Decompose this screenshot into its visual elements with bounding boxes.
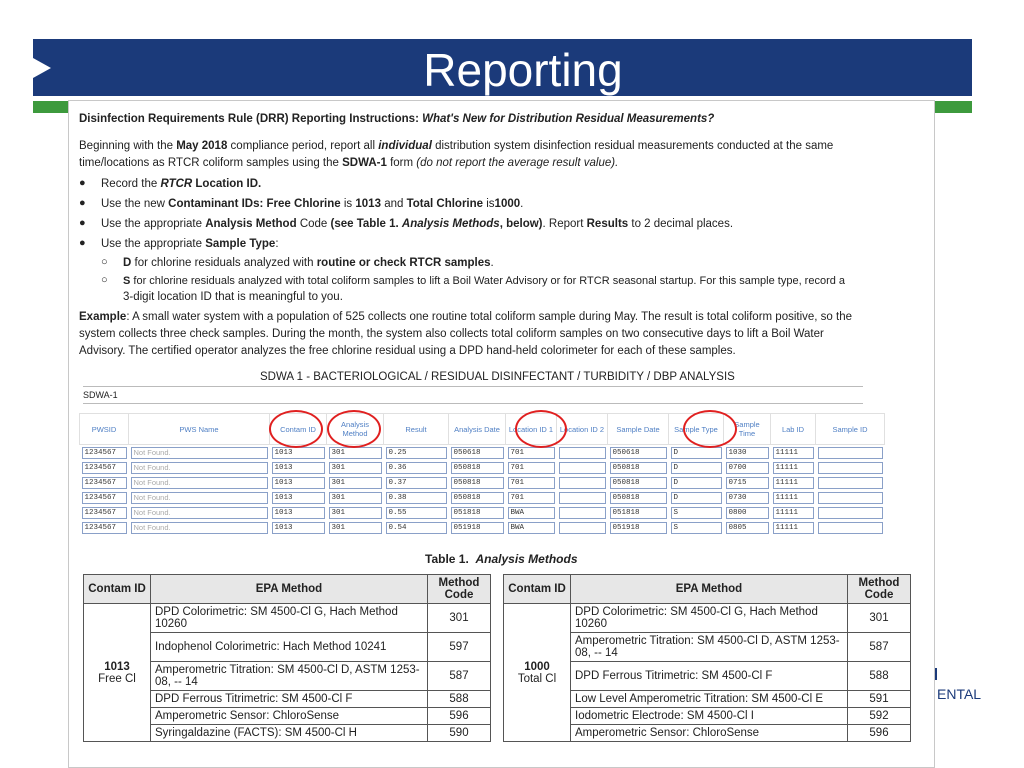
form-cell: [129, 445, 270, 461]
col-header: Location ID 1: [506, 414, 557, 445]
form-cell: [506, 460, 557, 475]
agency-name-fragment: ENTAL: [937, 686, 982, 702]
method-name: DPD Colorimetric: SM 4500-Cl G, Hach Method 10260: [151, 604, 428, 633]
form-field[interactable]: 1234567: [82, 522, 127, 534]
form-cell: [771, 460, 816, 475]
col-header: Sample Date: [608, 414, 669, 445]
sdwa-form-grid: [79, 413, 885, 535]
form-cell: [327, 520, 384, 535]
table-caption: Table 1. Analysis Methods: [425, 552, 578, 566]
form-cell: [724, 490, 771, 505]
form-cell: [270, 520, 327, 535]
col-header: Lab ID: [771, 414, 816, 445]
form-cell: [669, 460, 724, 475]
table-body: [84, 604, 911, 742]
form-field[interactable]: 0715: [726, 477, 769, 489]
table-row: [80, 445, 885, 461]
form-field[interactable]: Not Found.: [131, 522, 268, 534]
example-line-3: Advisory. The certified operator analyzes the free chlorine residual using a DPD hand-held colorimeter for each of these samples.: [79, 345, 736, 357]
form-cell: [129, 505, 270, 520]
highlight-circle: [683, 410, 737, 448]
form-cell: [816, 490, 885, 505]
form-field[interactable]: 050818: [451, 477, 504, 489]
form-field[interactable]: D: [671, 447, 722, 459]
method-code: 588: [428, 691, 491, 708]
method-code: 301: [428, 604, 491, 633]
form-field[interactable]: [559, 492, 606, 504]
method-code: 596: [848, 725, 911, 742]
method-code: 587: [428, 662, 491, 691]
form-field[interactable]: 0.25: [386, 447, 447, 459]
sub-bullet-icon: ○: [101, 274, 108, 286]
form-cell: [669, 475, 724, 490]
form-cell: [270, 475, 327, 490]
form-cell: [669, 520, 724, 535]
col-header: Method Code: [428, 575, 491, 604]
form-cell: [327, 505, 384, 520]
form-field[interactable]: 1234567: [82, 462, 127, 474]
bullet-3: Use the appropriate Analysis Method Code (see Table 1. Analysis Methods, below). Report Results to 2 decimal places.: [101, 218, 734, 230]
col-header: Sample Type: [669, 414, 724, 445]
method-name: DPD Colorimetric: SM 4500-Cl G, Hach Method 10260: [571, 604, 848, 633]
form-field[interactable]: 11111: [773, 477, 814, 489]
form-cell: [506, 490, 557, 505]
col-header: Location ID 2: [557, 414, 608, 445]
form-field[interactable]: 11111: [773, 522, 814, 534]
form-label: SDWA-1: [83, 390, 118, 400]
contam-name: Free Cl: [98, 672, 136, 685]
form-field[interactable]: 050818: [610, 492, 667, 504]
form-cell: [557, 460, 608, 475]
form-body: [80, 445, 885, 536]
contam-name: Total Cl: [517, 672, 557, 685]
form-cell: [270, 460, 327, 475]
form-cell: [608, 475, 669, 490]
form-cell: [669, 505, 724, 520]
form-cell: [608, 445, 669, 461]
form-field[interactable]: [559, 447, 606, 459]
form-field[interactable]: 1013: [272, 522, 325, 534]
form-cell: [816, 460, 885, 475]
form-cell: [771, 490, 816, 505]
form-field[interactable]: Not Found.: [131, 477, 268, 489]
form-field[interactable]: 1013: [272, 477, 325, 489]
form-cell: [557, 520, 608, 535]
form-cell: [80, 475, 129, 490]
form-cell: [557, 445, 608, 461]
method-code: 588: [848, 662, 911, 691]
method-name: Amperometric Sensor: ChloroSense: [571, 725, 848, 742]
form-cell: [816, 520, 885, 535]
form-field[interactable]: S: [671, 522, 722, 534]
form-field[interactable]: 051818: [451, 507, 504, 519]
bullet-4: Use the appropriate Sample Type:: [101, 238, 279, 250]
form-cell: [129, 475, 270, 490]
contam-id: 1013: [104, 660, 130, 673]
contam-id-cell: [84, 604, 151, 742]
form-cell: [557, 505, 608, 520]
form-cell: [384, 505, 449, 520]
form-field[interactable]: 050818: [451, 462, 504, 474]
intro-line-1: Beginning with the May 2018 compliance period, report all individual distribution system disinfection residual measurements conducted at the same: [79, 140, 834, 152]
method-code: 592: [848, 708, 911, 725]
form-cell: [449, 445, 506, 461]
method-code: 597: [428, 633, 491, 662]
col-header: Method Code: [848, 575, 911, 604]
form-cell: [557, 475, 608, 490]
method-name: Indophenol Colorimetric: Hach Method 10241: [151, 633, 428, 662]
bullet-icon: ●: [79, 197, 86, 209]
form-field[interactable]: 0.37: [386, 477, 447, 489]
form-field[interactable]: 050818: [610, 462, 667, 474]
method-name: Amperometric Titration: SM 4500-Cl D, ASTM 1253-08, -- 14: [571, 633, 848, 662]
form-cell: [384, 460, 449, 475]
form-field[interactable]: 701: [508, 492, 555, 504]
form-cell: [608, 460, 669, 475]
bullet-icon: ●: [79, 177, 86, 189]
form-field[interactable]: 301: [329, 447, 382, 459]
form-cell: [80, 505, 129, 520]
method-name: Iodometric Electrode: SM 4500-Cl I: [571, 708, 848, 725]
form-field[interactable]: [818, 447, 883, 459]
form-title: SDWA 1 - BACTERIOLOGICAL / RESIDUAL DISINFECTANT / TURBIDITY / DBP ANALYSIS: [260, 371, 735, 383]
form-field[interactable]: 301: [329, 462, 382, 474]
form-cell: [724, 445, 771, 461]
form-field[interactable]: 701: [508, 462, 555, 474]
form-cell: [449, 520, 506, 535]
form-field[interactable]: 050618: [610, 447, 667, 459]
form-field[interactable]: 11111: [773, 507, 814, 519]
form-field[interactable]: [818, 507, 883, 519]
form-field[interactable]: 701: [508, 477, 555, 489]
table-row: [80, 520, 885, 535]
method-name: Amperometric Titration: SM 4500-Cl D, ASTM 1253-08, -- 14: [151, 662, 428, 691]
form-cell: [771, 445, 816, 461]
form-field[interactable]: D: [671, 492, 722, 504]
table-row: [80, 490, 885, 505]
form-cell: [724, 505, 771, 520]
form-field[interactable]: Not Found.: [131, 492, 268, 504]
form-field[interactable]: S: [671, 507, 722, 519]
form-field[interactable]: Not Found.: [131, 507, 268, 519]
form-cell: [80, 490, 129, 505]
form-cell: [724, 520, 771, 535]
table-row: [80, 460, 885, 475]
form-field[interactable]: BWA: [508, 507, 555, 519]
form-field[interactable]: 050818: [610, 477, 667, 489]
form-field[interactable]: 11111: [773, 492, 814, 504]
form-cell: [384, 490, 449, 505]
example-line-1: Example: A small water system with a population of 525 collects one routine total coliform sample during May. The result is total coliform positive, so the: [79, 311, 853, 323]
method-code: 591: [848, 691, 911, 708]
form-field[interactable]: 11111: [773, 462, 814, 474]
form-field[interactable]: 1013: [272, 462, 325, 474]
form-cell: [129, 460, 270, 475]
method-name: Amperometric Sensor: ChloroSense: [151, 708, 428, 725]
form-field[interactable]: 050618: [451, 447, 504, 459]
form-field[interactable]: [818, 477, 883, 489]
col-header: Sample ID: [816, 414, 885, 445]
form-cell: [506, 475, 557, 490]
method-name: Syringaldazine (FACTS): SM 4500-Cl H: [151, 725, 428, 742]
form-header-row: [80, 414, 885, 445]
form-field[interactable]: 11111: [773, 447, 814, 459]
form-field[interactable]: 301: [329, 507, 382, 519]
form-field[interactable]: 0.38: [386, 492, 447, 504]
form-field[interactable]: 0805: [726, 522, 769, 534]
col-header: EPA Method: [571, 575, 848, 604]
col-header: Contam ID: [504, 575, 571, 604]
col-header: PWS Name: [129, 414, 270, 445]
form-cell: [608, 505, 669, 520]
col-header: EPA Method: [151, 575, 428, 604]
example-line-2: system collects three check samples. During the month, the system also collects total coliform samples on two consecutive days to lift a Boil Water: [79, 328, 824, 340]
form-divider: [83, 403, 863, 404]
form-cell: [608, 520, 669, 535]
bullet-2: Use the new Contaminant IDs: Free Chlorine is 1013 and Total Chlorine is1000.: [101, 198, 524, 210]
col-header: Analysis Method: [327, 414, 384, 445]
table-row: [80, 505, 885, 520]
form-cell: [384, 445, 449, 461]
form-cell: [327, 475, 384, 490]
form-cell: [449, 505, 506, 520]
analysis-methods-table: [83, 574, 911, 742]
table-header-row: [84, 575, 911, 604]
form-cell: [384, 520, 449, 535]
method-code: 596: [428, 708, 491, 725]
col-header: PWSID: [80, 414, 129, 445]
method-name: DPD Ferrous Titrimetric: SM 4500-Cl F: [151, 691, 428, 708]
sub-bullet-1: D for chlorine residuals analyzed with routine or check RTCR samples.: [123, 257, 494, 269]
form-cell: [80, 445, 129, 461]
form-field[interactable]: 301: [329, 492, 382, 504]
form-field[interactable]: 1013: [272, 447, 325, 459]
form-field[interactable]: 051918: [610, 522, 667, 534]
form-field[interactable]: [559, 477, 606, 489]
form-field[interactable]: 0.36: [386, 462, 447, 474]
slide-title: Reporting: [423, 44, 623, 96]
bullet-icon: ●: [79, 237, 86, 249]
form-cell: [506, 520, 557, 535]
table-row: [80, 475, 885, 490]
form-field[interactable]: 051918: [451, 522, 504, 534]
form-field[interactable]: D: [671, 462, 722, 474]
form-field[interactable]: [559, 522, 606, 534]
form-field[interactable]: [559, 462, 606, 474]
form-cell: [449, 460, 506, 475]
form-cell: [129, 520, 270, 535]
bullet-icon: ●: [79, 217, 86, 229]
form-field[interactable]: 701: [508, 447, 555, 459]
form-field[interactable]: 1234567: [82, 447, 127, 459]
col-header: Analysis Date: [449, 414, 506, 445]
col-header: Result: [384, 414, 449, 445]
sub-bullet-2: S for chlorine residuals analyzed with total coliform samples to lift a Boil Water Advisory or for RTCR seasonal startup. For this sample type, record a: [123, 275, 846, 287]
contam-id: 1000: [524, 660, 550, 673]
instructions-document: [68, 100, 935, 768]
form-field[interactable]: 1030: [726, 447, 769, 459]
col-header: Contam ID: [84, 575, 151, 604]
form-field[interactable]: BWA: [508, 522, 555, 534]
method-code: 587: [848, 633, 911, 662]
form-cell: [771, 505, 816, 520]
method-code: 301: [848, 604, 911, 633]
form-cell: [449, 475, 506, 490]
form-field[interactable]: 1013: [272, 492, 325, 504]
method-name: DPD Ferrous Titrimetric: SM 4500-Cl F: [571, 662, 848, 691]
form-cell: [724, 475, 771, 490]
form-field[interactable]: 1234567: [82, 477, 127, 489]
method-code: 590: [428, 725, 491, 742]
form-cell: [327, 490, 384, 505]
form-cell: [270, 490, 327, 505]
form-field[interactable]: [818, 522, 883, 534]
intro-line-2: time/locations as RTCR coliform samples using the SDWA-1 form (do not report the average result value).: [79, 157, 619, 169]
form-field[interactable]: 301: [329, 522, 382, 534]
form-cell: [270, 505, 327, 520]
sub-bullet-2-cont: 3-digit location ID that is meaningful to you.: [123, 291, 343, 303]
form-cell: [771, 475, 816, 490]
form-cell: [608, 490, 669, 505]
method-name: Low Level Amperometric Titration: SM 4500-Cl E: [571, 691, 848, 708]
form-cell: [80, 460, 129, 475]
form-field[interactable]: 1234567: [82, 507, 127, 519]
form-field[interactable]: 1013: [272, 507, 325, 519]
form-field[interactable]: 301: [329, 477, 382, 489]
form-field[interactable]: Not Found.: [131, 447, 268, 459]
form-cell: [327, 460, 384, 475]
form-cell: [449, 490, 506, 505]
col-header: Contam ID: [270, 414, 327, 445]
form-field[interactable]: D: [671, 477, 722, 489]
form-cell: [129, 490, 270, 505]
highlight-circle: [515, 410, 567, 448]
form-cell: [557, 490, 608, 505]
highlight-circle: [269, 410, 323, 448]
spacer: [491, 604, 504, 742]
form-cell: [724, 460, 771, 475]
form-field[interactable]: 0.55: [386, 507, 447, 519]
form-cell: [669, 490, 724, 505]
form-cell: [816, 475, 885, 490]
form-field[interactable]: 051818: [610, 507, 667, 519]
form-cell: [506, 505, 557, 520]
form-field[interactable]: 050818: [451, 492, 504, 504]
form-cell: [816, 445, 885, 461]
form-field[interactable]: 0800: [726, 507, 769, 519]
highlight-circle: [327, 410, 381, 448]
contam-id-cell: [504, 604, 571, 742]
form-field[interactable]: 0.54: [386, 522, 447, 534]
form-divider: [83, 386, 863, 387]
table-row: [84, 604, 911, 633]
form-field[interactable]: Not Found.: [131, 462, 268, 474]
form-cell: [771, 520, 816, 535]
form-cell: [816, 505, 885, 520]
form-field[interactable]: 0730: [726, 492, 769, 504]
form-field[interactable]: 0700: [726, 462, 769, 474]
form-field[interactable]: 1234567: [82, 492, 127, 504]
bullet-1: Record the RTCR Location ID.: [101, 178, 262, 190]
form-field[interactable]: [818, 492, 883, 504]
document-heading: Disinfection Requirements Rule (DRR) Reporting Instructions: What's New for Distribution Residual Measurements?: [79, 113, 715, 125]
form-cell: [384, 475, 449, 490]
spacer: [491, 575, 504, 604]
form-cell: [80, 520, 129, 535]
col-header: Sample Time: [724, 414, 771, 445]
form-field[interactable]: [818, 462, 883, 474]
sub-bullet-icon: ○: [101, 256, 108, 268]
form-field[interactable]: [559, 507, 606, 519]
